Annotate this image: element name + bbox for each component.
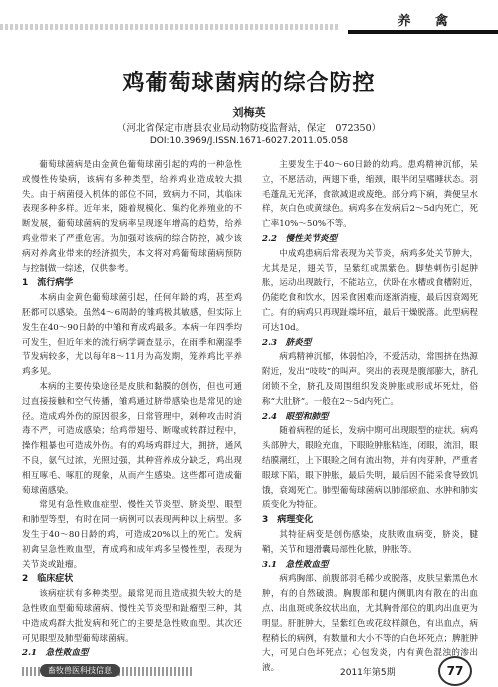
- subsection-heading: 2.3 脐炎型: [262, 337, 312, 348]
- page-number: 77: [438, 656, 472, 686]
- paragraph: 常见有急性败血症型、慢性关节炎型、脐炎型、眼型和肺型等型，有时在同一病例可以表现两种以上病型。多发生于40～80日龄的鸡，可造成20%以上的死亡。发病初禽呈急性败血型，育成鸡和成年鸡多呈慢性型，表现为关节炎或趾瘤。: [22, 500, 242, 570]
- header-stripe: [0, 24, 340, 30]
- paragraph: 随着病程的延长，发病中期可出现眼型的症状。病鸡头部肿大，眼睑充血，下眼睑肿胀粘连，闭眼，流泪，眼结膜潮红，上下眼睑之间有流出物，并有肉芽肿，严重者眼球下陷，眼下肿胀，最后失明，最后因不能采食导致饥饿，衰竭死亡。肺型葡萄球菌病以肺部瘀血、水肿和肺实质变化为特征。: [262, 426, 478, 511]
- subsection-heading: 2.1 急性败血型: [22, 648, 89, 659]
- paragraph: 该病症状有多种类型。最常见而且造成损失较大的是急性败血型葡萄球菌病、慢性关节炎型和趾瘤型三种，其中造成鸡群大批发病和死亡的主要是急性败血型。其次还可见眼型及肺型葡萄球菌病。: [22, 589, 242, 644]
- section-heading: 1 流行病学: [22, 278, 74, 289]
- doi: DOI:10.3969/J.ISSN.1671-6027.2011.05.058: [149, 136, 349, 146]
- section-heading: 2 临床症状: [22, 574, 74, 585]
- header-rule: [348, 30, 498, 34]
- header-band: [0, 0, 498, 46]
- section-tag: 养 禽: [397, 14, 458, 29]
- left-column: [22, 158, 242, 661]
- section-heading: 3 病理变化: [262, 515, 314, 526]
- intro-paragraph: 葡萄球菌病是由金黄色葡萄球菌引起的鸡的一种急性或慢性传染病，该病有多种类型，给养鸡业造成较大损失。由于病菌侵入机体的部位不同，致病力不同，其临床表现多种多样。近年来，随着规模化、集约化养殖业的不断发展，葡萄球菌病的发病率呈现逐年增高的趋势，给养鸡业带来了严重危害。为加强对该病的综合防控，减少该病对养禽业带来的经济损失，本文将对鸡葡萄球菌病预防与控制做一综述，仅供参考。: [22, 160, 242, 274]
- paragraph: 本病由金黄色葡萄球菌引起，任何年龄的鸡，甚至鸡胚都可以感染。虽然4～6周龄的雏鸡极其敏感，但实际上发生在40～90日龄的中雏和育成鸡最多。本病一年四季均可发生，但近年来的流行病学调查显示，在雨季和潮湿季节发病较多，尤以每年8～11月为高发期，笼养鸡比平养鸡多见。: [22, 293, 242, 378]
- journal-name: 畜牧兽医科技信息: [40, 664, 120, 677]
- subsection-heading: 3.1 急性败血型: [262, 559, 329, 570]
- paragraph: 病鸡胸部、前腹部羽毛稀少或脱落，皮肤呈紫黑色水肿，有的自然破溃。胸腹部和腿内侧肌肉有散在的出血点、出血斑或条纹状出血，尤其胸骨部位的肌肉出血更为明显。肝脏肿大，呈紫红色或花纹样颜色，有出血点，病程稍长的病例，有数量和大小不等的白色坏死点；脾脏肿大，可见白色坏死点；心包发炎，内有黄色混浊的渗出液。: [262, 574, 478, 674]
- issue-label: 2011年第5期: [340, 668, 396, 678]
- author: 刘梅英: [232, 106, 266, 119]
- subsection-heading: 2.4 眼型和肺型: [262, 411, 329, 422]
- paragraph: 中成鸡患病后常表现为关节炎，病鸡多处关节肿大，尤其是足，翅关节，呈紫红或黑紫色。脚垫刺伤引起肿胀，运动出现跛行，不能站立，伏卧在水槽或食槽附近，仍能吃食和饮水，因采食困难而逐渐消瘦，最后因衰竭死亡。有的病鸡只再现趾端坏疽，最后干燥脱落。此型病程可达10d。: [262, 248, 478, 333]
- paragraph: 主要发生于40～60日龄的幼鸡。患鸡精神沉郁，呆立，不愿活动，两翅下垂，缩颈，眼半闭呈嗜睡状态。羽毛蓬乱无光泽，食欲减退或废绝。部分鸡下痢，粪便呈水样，灰白色或黄绿色。病鸡多在发病后2～5d内死亡，死亡率10%～50%不等。: [262, 160, 478, 230]
- paragraph: 其特征病变是创伤感染，皮肤败血病变，脐炎，腱鞘，关节和翅滑囊局部性化脓，肿胀等。: [262, 529, 478, 555]
- right-column: [262, 158, 478, 676]
- paragraph: 病鸡精神沉郁，体弱怕冷，不爱活动，常围挤在热源附近，发出“吱吱”的叫声。突出的表现是腹部膨大，脐孔闭锁不全，脐孔及周围组织发炎肿胀或形成坏死灶，俗称“大肚脐”。一般在2～5d内死亡。: [262, 352, 478, 407]
- article-title: 鸡葡萄球菌病的综合防控: [122, 71, 376, 96]
- affiliation: （河北省保定市唐县农业局动物防疫监督站，保定 072350）: [116, 123, 382, 134]
- subsection-heading: 2.2 慢性关节炎型: [262, 233, 338, 244]
- paragraph: 本病的主要传染途径是皮肤和黏膜的创伤，但也可通过直接接触和空气传播，雏鸡通过脐带感染也是常见的途径。造成鸡外伤的原因很多，日常管理中，剁种攻击时消毒不严，可造成感染；给鸡带翅号、断喙或转群过程中，操作粗暴也可造成外伤。有的鸡场鸡群过大，拥挤，通风不良，氨气过浓，光照过强，其种营养成分缺乏，鸡出现相互啄毛、啄肛的现象，从而产生感染。这些都可造成葡萄球菌感染。: [22, 381, 242, 496]
- footer-band: [0, 664, 498, 678]
